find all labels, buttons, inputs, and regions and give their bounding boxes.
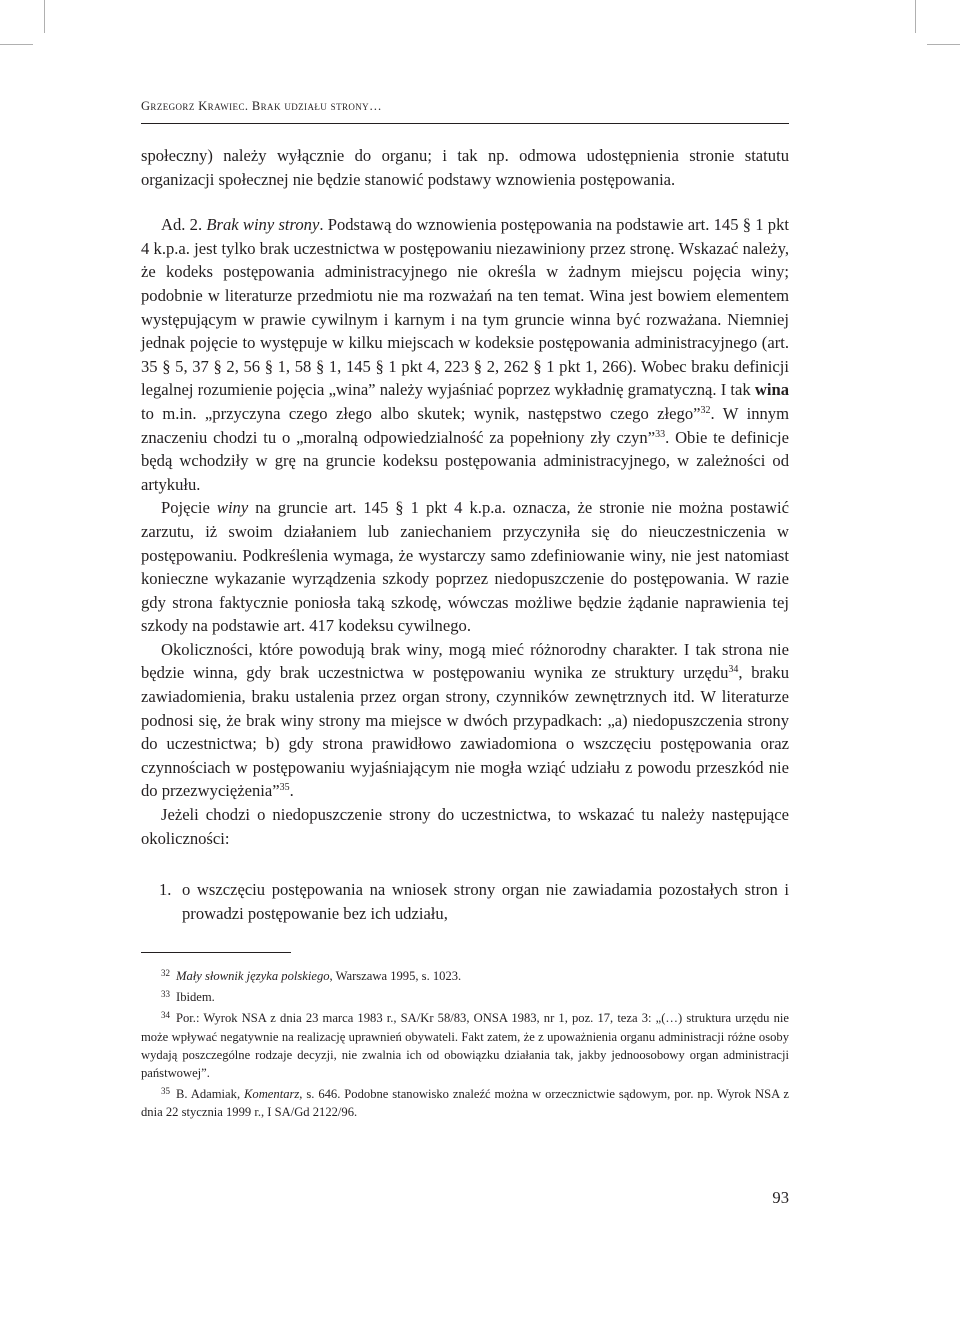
footnote-32: $^{32}$ Mały słownik języka polskiego, Warszawa 1995, s. 1023. — [161, 968, 462, 983]
paragraph: Ad. 2. Brak winy strony. Podstawą do wznowienia postępowania na podstawie art. 145 § 1 pkt 4 k.p.a. jest tylko brak uczestnictwa w postępowaniu niezawiniony przez stronę. Wskazać należy, że kodeks postępowania administracyjnego nie określa w żadnym miejscu pojęcia winy; podobnie w literaturze przedmiotu nie ma rozważań na ten temat. Wina jest bowiem elementem występującym w prawie cywilnym i karnym i na tym gruncie winna być rozważana. Niemniej jednak pojęcie to występuje w kilku miejscach w kodeksie postępowania administracyjnego (art. 35 § 5, 37 § 2, 56 § 1, 58 § 1, 145 § 1 pkt 4, 223 § 2, 262 § 1 pkt 1, 266). Wobec braku definicji legalnej rozumienie pojęcia „wina” należy wyjaśniać poprzez wykładnię gramatyczną. I tak wina to m.in. „przyczyna czego złego albo skutek; wynik, następstwo czego złego”$^{32}$. W innym znaczeniu chodzi tu o „moralną odpowiedzialność za popełniony zły czyn”$^{33}$. Obie te definicje będą wchodziły w grę na gruncie kodeksu postępowania administracyjnego, w zależności od artykułu. — [141, 215, 790, 494]
footnote-ref[interactable]: 35 — [279, 782, 290, 794]
paragraph: Pojęcie winy na gruncie art. 145 § 1 pkt 4 k.p.a. oznacza, że stronie nie można postawić zarzutu, iż swoim działaniem lub zaniechaniem przyczyniła się do nieuczestniczenia w postępowaniu. Podkreślenia wymaga, że wystarczy samo zdefiniowanie winy, nie jest natomiast konieczne wykazanie wyrządzenia szkody poprzez niedopuszczenie do postępowania. W razie gdy strona faktycznie poniosła taką szkodę, wówczas możliwe będzie żądanie naprawienia tej szkody na podstawie art. 417 kodeksu cywilnego. — [141, 498, 789, 636]
list-number: 1. — [159, 880, 172, 900]
section-lead: Ad. 2. — [161, 215, 203, 235]
footnote-35: $^{35}$ B. Adamiak, Komentarz, s. 646. Podobne stanowisko znaleźć można w orzecznictwie sądowym, por. np. Wyrok NSA z dnia 22 stycznia 1999 r., I SA/Gd 2122/96. — [141, 1086, 789, 1120]
paragraph: Okoliczności, które powodują brak winy, mogą mieć różnorodny charakter. I tak strona nie będzie winna, gdy brak uczestnictwa w postępowaniu wynika ze struktury urzędu$^{34}$, braku zawiadomienia, braku ustalenia przez organ strony, czynników zewnętrznych itd. W literaturze podnosi się, że brak winy strony ma miejsce w dwóch przypadkach: „a) niedopuszczenia strony do uczestnictwa; b) gdy strona prawidłowo zawiadomiona o wszczęciu postępowania oraz czynnościach w postępowaniu wyjaśniającym nie mogła wziąć udziału z powodu przeszkód nie do przezwyciężenia”$^{35}$. — [141, 639, 789, 801]
crop-mark-top-right-h — [927, 44, 960, 45]
crop-mark-top-right — [915, 0, 916, 33]
bold-term: wina — [754, 380, 789, 400]
footnote-ref[interactable]: 34 — [728, 664, 739, 676]
paragraph-spacer — [141, 850, 789, 878]
list-item — [141, 878, 789, 925]
paragraph-spacer — [141, 191, 789, 213]
paragraph: społeczny) należy wyłącznie do organu; i tak np. odmowa udostępnienia stronie statutu organizacji społecznej nie będzie stanowić podstawy wznowienia postępowania. — [141, 146, 789, 189]
footnote-33: $^{33}$ Ibidem. — [161, 989, 215, 1005]
paragraph: Jeżeli chodzi o niedopuszczenie strony do uczestnictwa, to wskazać tu należy następujące okoliczności: — [141, 805, 789, 848]
italic-term: winy — [216, 498, 249, 518]
crop-mark-top-left — [44, 0, 45, 33]
main-text — [141, 144, 789, 925]
running-head: Grzegorz Krawiec. Brak udziału strony… — [141, 99, 382, 113]
footnote-ref[interactable]: 32 — [700, 404, 711, 416]
footnotes — [141, 964, 789, 1122]
italic-term: Brak winy strony — [206, 215, 320, 235]
page-number: 93 — [772, 1188, 789, 1207]
footnote-ref[interactable]: 33 — [655, 428, 666, 440]
header-rule — [141, 123, 789, 124]
footnote-rule — [141, 952, 291, 953]
crop-mark-top-left-h — [0, 44, 33, 45]
list-item-text: o wszczęciu postępowania na wniosek strony organ nie zawiadamia pozostałych stron i prowadzi postępowanie bez ich udziału, — [182, 880, 789, 923]
footnote-34: $^{34}$ Por.: Wyrok NSA z dnia 23 marca 1983 r., SA/Kr 58/83, ONSA 1983, nr 1, poz. 17, teza 3: „(…) struktura urzędu nie może wpływać negatywnie na realizację uprawnień obywateli. Fakt zatem, że z upoważnienia organu administracji różne osoby wydają poszczególne rodzaje decyzji, nie zwalnia ich od obowiązku działania tak, jakby jednoosobowy organ administracji państwowej”. — [141, 1010, 789, 1081]
